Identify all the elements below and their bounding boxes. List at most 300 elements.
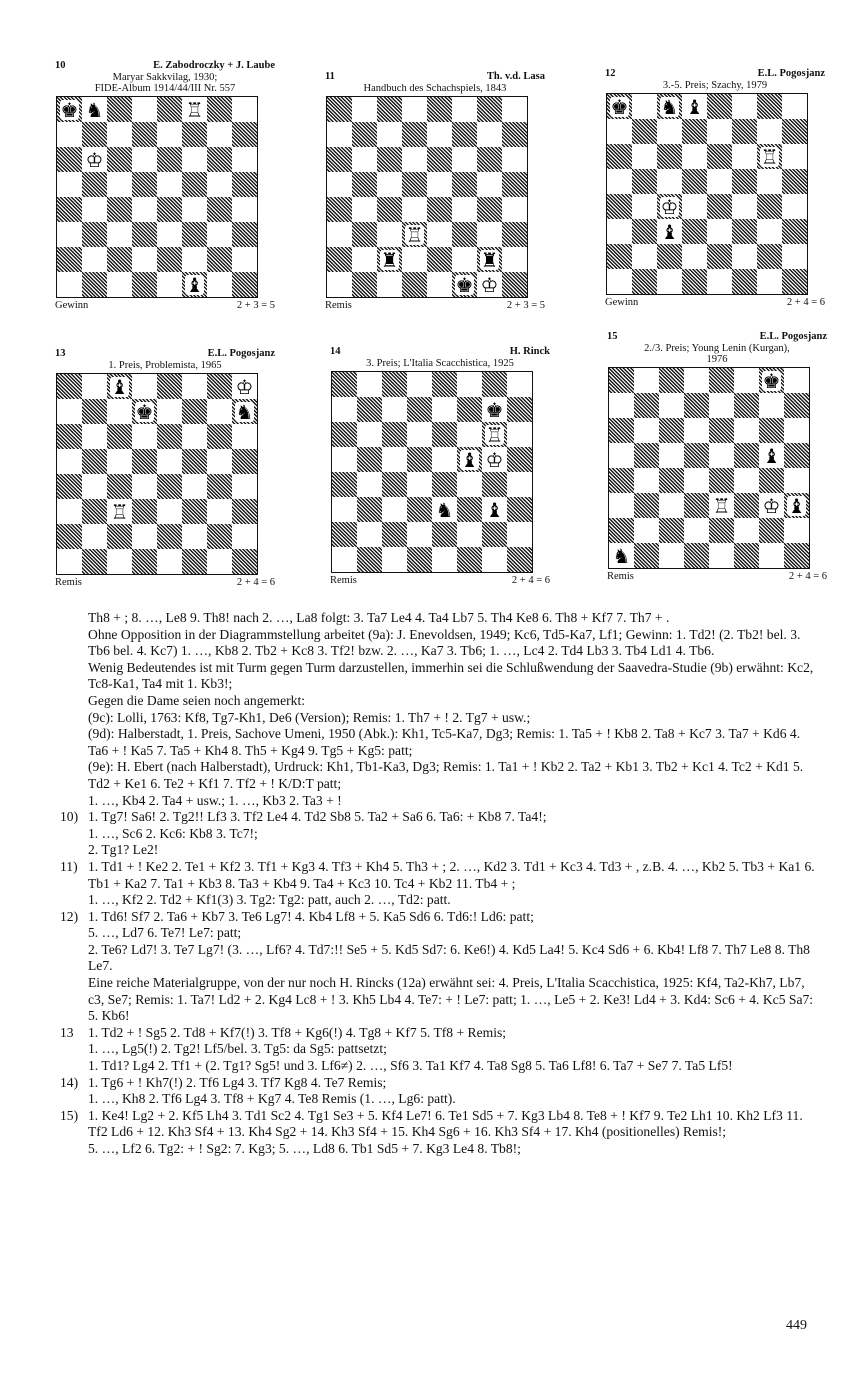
square-g4 <box>207 197 232 222</box>
square-c8 <box>107 374 132 399</box>
square-g1 <box>759 543 784 568</box>
square-c5 <box>382 447 407 472</box>
square-h1 <box>502 272 527 297</box>
diagram-piece-count: 2 + 3 = 5 <box>236 300 275 311</box>
square-c7 <box>377 122 402 147</box>
paragraph: 1. …, Kb4 2. Ta4 + usw.; 1. …, Kb3 2. Ta3 + ! <box>88 792 342 808</box>
square-f4 <box>457 472 482 497</box>
square-d6 <box>132 424 157 449</box>
black-king-icon: ♚ <box>60 97 79 122</box>
square-b1 <box>82 272 107 297</box>
square-h2 <box>232 524 257 549</box>
white-king-icon: ♔ <box>85 147 104 172</box>
diagram-number: 13 <box>55 348 66 359</box>
square-a2 <box>332 522 357 547</box>
square-a8 <box>332 372 357 397</box>
square-g5 <box>477 172 502 197</box>
square-g6 <box>759 418 784 443</box>
square-f6 <box>734 418 759 443</box>
square-e1 <box>432 547 457 572</box>
square-e4 <box>157 474 182 499</box>
square-e3 <box>157 222 182 247</box>
black-king-icon: ♚ <box>762 368 781 393</box>
square-c6 <box>107 424 132 449</box>
square-b5 <box>82 449 107 474</box>
square-g3 <box>482 497 507 522</box>
square-e3 <box>709 493 734 518</box>
square-d1 <box>407 547 432 572</box>
white-rook-icon: ♖ <box>110 499 129 524</box>
square-h8 <box>232 374 257 399</box>
square-c6 <box>659 418 684 443</box>
square-e3 <box>432 497 457 522</box>
square-c2 <box>107 524 132 549</box>
square-b7 <box>357 397 382 422</box>
square-c8 <box>659 368 684 393</box>
square-h6 <box>232 147 257 172</box>
body-text <box>60 610 820 1158</box>
square-e4 <box>709 468 734 493</box>
paragraph: Gegen die Dame seien noch angemerkt: <box>88 692 306 708</box>
square-d6 <box>407 422 432 447</box>
square-e4 <box>707 194 732 219</box>
square-a6 <box>609 418 634 443</box>
square-b2 <box>357 522 382 547</box>
square-e7 <box>709 393 734 418</box>
square-f3 <box>452 222 477 247</box>
square-h6 <box>782 144 807 169</box>
white-rook-icon: ♖ <box>185 97 204 122</box>
black-bishop-icon: ♝ <box>787 493 806 518</box>
square-h8 <box>507 372 532 397</box>
black-knight-icon: ♞ <box>435 497 454 522</box>
square-h8 <box>784 368 809 393</box>
square-d1 <box>132 272 157 297</box>
square-e8 <box>427 97 452 122</box>
square-h1 <box>782 269 807 294</box>
square-c7 <box>107 122 132 147</box>
square-f7 <box>457 397 482 422</box>
square-h2 <box>502 247 527 272</box>
square-f3 <box>457 497 482 522</box>
square-c3 <box>657 219 682 244</box>
chessboard <box>608 367 810 569</box>
chessboard <box>56 96 258 298</box>
square-d8 <box>132 374 157 399</box>
square-c5 <box>377 172 402 197</box>
square-h8 <box>232 97 257 122</box>
diagram-source: 3. Preis; L'Italia Scacchistica, 1925 <box>366 358 514 369</box>
chessboard <box>331 371 533 573</box>
square-c3 <box>107 499 132 524</box>
black-king-icon: ♚ <box>455 272 474 297</box>
diagram-piece-count: 2 + 4 = 6 <box>236 577 275 588</box>
square-f5 <box>182 172 207 197</box>
square-d6 <box>682 144 707 169</box>
square-c5 <box>107 172 132 197</box>
paragraph: Wenig Bedeutendes ist mit Turm gegen Turm darzustellen, immerhin sei die Schlußwendung der Saavedra-Studie (9b) erwähnt: Kc2, Tc8-Ka1, Ta4 mit 1. Kb3!; <box>88 659 814 692</box>
square-f1 <box>452 272 477 297</box>
square-b6 <box>82 424 107 449</box>
square-c1 <box>377 272 402 297</box>
square-h8 <box>782 94 807 119</box>
solution-14 <box>60 1075 820 1108</box>
square-a4 <box>607 194 632 219</box>
square-d4 <box>132 474 157 499</box>
square-f6 <box>182 147 207 172</box>
square-c2 <box>659 518 684 543</box>
square-f6 <box>457 422 482 447</box>
square-b8 <box>634 368 659 393</box>
square-f3 <box>734 493 759 518</box>
square-d7 <box>132 122 157 147</box>
square-c7 <box>107 399 132 424</box>
square-g4 <box>757 194 782 219</box>
square-h5 <box>782 169 807 194</box>
square-g5 <box>757 169 782 194</box>
solution-line: 1. Ke4! Lg2 + 2. Kf5 Lh4 3. Td1 Sc2 4. Tg1 Se3 + 5. Kf4 Le7! 6. Te1 Sd5 + 7. Kg3 Lb4 8. Te8 + ! Kf7 9. Te2 Lh1 10. Kh2 Lf3 11. Tf2 Ld6 + 12. Kh3 Sf4 + 13. Kh4 Sg2 + 14. Kh3 Sf4 + 15. Kh4 Sg6 + 16. Kh3 Sf4 + 17. Kh4 (positionelles) Remis!; <box>88 1107 803 1140</box>
black-rook-icon: ♜ <box>380 247 399 272</box>
square-e6 <box>157 424 182 449</box>
square-d7 <box>682 119 707 144</box>
square-g3 <box>757 219 782 244</box>
square-e3 <box>427 222 452 247</box>
square-d1 <box>402 272 427 297</box>
square-e3 <box>707 219 732 244</box>
square-g6 <box>477 147 502 172</box>
square-d4 <box>402 197 427 222</box>
diagram-14 <box>330 346 550 587</box>
square-b4 <box>82 474 107 499</box>
square-e4 <box>432 472 457 497</box>
white-king-icon: ♔ <box>660 194 679 219</box>
square-a5 <box>332 447 357 472</box>
square-c7 <box>382 397 407 422</box>
square-g4 <box>759 468 784 493</box>
square-h1 <box>784 543 809 568</box>
diagram-source: Handbuch des Schachspiels, 1843 <box>363 83 507 94</box>
square-c6 <box>377 147 402 172</box>
square-d4 <box>407 472 432 497</box>
diagram-author: E. Zabodroczky + J. Laube <box>153 60 275 71</box>
square-c1 <box>657 269 682 294</box>
square-b7 <box>82 122 107 147</box>
square-b1 <box>352 272 377 297</box>
square-h2 <box>232 247 257 272</box>
black-king-icon: ♚ <box>610 94 629 119</box>
square-h3 <box>507 497 532 522</box>
square-e1 <box>709 543 734 568</box>
square-f3 <box>182 222 207 247</box>
square-e6 <box>709 418 734 443</box>
diagram-result: Remis <box>55 577 82 588</box>
square-g6 <box>207 147 232 172</box>
square-a4 <box>57 197 82 222</box>
diagram-author: E.L. Pogosjanz <box>757 68 825 79</box>
paragraph: Th8 + ; 8. …, Le8 9. Th8! nach 2. …, La8 folgt: 3. Ta7 Le4 4. Ta4 Lb7 5. Th4 Ke8 6. Th8 + Kf7 7. Th7 + . <box>88 610 670 625</box>
square-e1 <box>707 269 732 294</box>
square-a2 <box>327 247 352 272</box>
square-b3 <box>632 219 657 244</box>
square-d8 <box>407 372 432 397</box>
square-a3 <box>332 497 357 522</box>
square-a4 <box>609 468 634 493</box>
square-b5 <box>632 169 657 194</box>
square-h5 <box>507 447 532 472</box>
square-a6 <box>607 144 632 169</box>
square-d4 <box>682 194 707 219</box>
square-f5 <box>452 172 477 197</box>
square-e7 <box>432 397 457 422</box>
square-a5 <box>57 449 82 474</box>
square-b4 <box>634 468 659 493</box>
square-a1 <box>332 547 357 572</box>
square-d8 <box>684 368 709 393</box>
square-d2 <box>132 247 157 272</box>
square-d2 <box>407 522 432 547</box>
square-g1 <box>482 547 507 572</box>
paragraph: (9d): Halberstadt, 1. Preis, Sachove Umeni, 1950 (Abk.): Kh1, Tc5-Ka7, Dg3; Remis: 1. Ta5 + ! Kb8 2. Ta8 + Kc7 3. Ta7 + Kd6 4. Ta6 + ! Ka5 7. Ta5 + Kh4 8. Th5 + Kg4 9. Tg5 + Kg5: patt; <box>88 726 801 758</box>
square-f5 <box>182 449 207 474</box>
diagram-number: 10 <box>55 60 66 71</box>
white-king-icon: ♔ <box>485 447 504 472</box>
solution-number: 13 <box>60 1024 74 1040</box>
square-d3 <box>132 222 157 247</box>
solution-line: 2. Tg1? Le2! <box>88 842 159 858</box>
solution-line: 1. …, Lg5(!) 2. Tg2! Lf5/bel. 3. Tg5: da Sg5: pattsetzt; <box>88 1041 387 1057</box>
chessboard <box>326 96 528 298</box>
square-a7 <box>57 399 82 424</box>
square-b2 <box>634 518 659 543</box>
square-e5 <box>709 443 734 468</box>
square-g4 <box>477 197 502 222</box>
square-a2 <box>57 524 82 549</box>
chessboard <box>606 93 808 295</box>
square-a3 <box>607 219 632 244</box>
square-f7 <box>452 122 477 147</box>
square-a6 <box>57 147 82 172</box>
square-d3 <box>402 222 427 247</box>
square-f8 <box>182 97 207 122</box>
square-e2 <box>709 518 734 543</box>
black-bishop-icon: ♝ <box>685 94 704 119</box>
square-h7 <box>232 122 257 147</box>
square-g7 <box>207 399 232 424</box>
square-h6 <box>784 418 809 443</box>
square-b4 <box>352 197 377 222</box>
square-b4 <box>82 197 107 222</box>
square-a7 <box>327 122 352 147</box>
square-e7 <box>157 122 182 147</box>
square-d6 <box>132 147 157 172</box>
square-g3 <box>759 493 784 518</box>
square-h6 <box>502 147 527 172</box>
white-king-icon: ♔ <box>480 272 499 297</box>
black-bishop-icon: ♝ <box>660 219 679 244</box>
square-a1 <box>609 543 634 568</box>
solution-15 <box>60 1108 820 1158</box>
square-c2 <box>657 244 682 269</box>
square-c8 <box>107 97 132 122</box>
square-c5 <box>659 443 684 468</box>
square-h8 <box>502 97 527 122</box>
diagram-result: Remis <box>330 575 357 586</box>
square-a5 <box>607 169 632 194</box>
solution-line: 1. Td2 + ! Sg5 2. Td8 + Kf7(!) 3. Tf8 + Kg6(!) 4. Tg8 + Kf7 5. Tf8 + Remis; <box>88 1024 507 1040</box>
square-e8 <box>707 94 732 119</box>
square-h1 <box>507 547 532 572</box>
diagram-piece-count: 2 + 4 = 6 <box>786 297 825 308</box>
square-b6 <box>632 144 657 169</box>
square-e8 <box>157 97 182 122</box>
square-b6 <box>352 147 377 172</box>
square-b8 <box>82 97 107 122</box>
white-rook-icon: ♖ <box>405 222 424 247</box>
square-g5 <box>482 447 507 472</box>
square-e1 <box>427 272 452 297</box>
square-h4 <box>232 197 257 222</box>
square-g7 <box>477 122 502 147</box>
square-d3 <box>682 219 707 244</box>
square-g4 <box>207 474 232 499</box>
square-f1 <box>457 547 482 572</box>
square-h7 <box>232 399 257 424</box>
diagram-piece-count: 2 + 4 = 6 <box>511 575 550 586</box>
square-f2 <box>457 522 482 547</box>
square-f8 <box>457 372 482 397</box>
square-a3 <box>57 222 82 247</box>
square-g2 <box>757 244 782 269</box>
diagram-number: 11 <box>325 71 335 82</box>
square-g7 <box>757 119 782 144</box>
square-c4 <box>107 474 132 499</box>
square-f1 <box>182 272 207 297</box>
square-d8 <box>682 94 707 119</box>
square-f6 <box>452 147 477 172</box>
square-e7 <box>157 399 182 424</box>
square-e8 <box>709 368 734 393</box>
black-knight-icon: ♞ <box>612 543 631 568</box>
diagram-13 <box>55 348 275 589</box>
solution-10 <box>60 809 820 859</box>
square-b7 <box>352 122 377 147</box>
square-b3 <box>352 222 377 247</box>
square-d5 <box>682 169 707 194</box>
black-bishop-icon: ♝ <box>185 272 204 297</box>
square-d1 <box>684 543 709 568</box>
square-d7 <box>684 393 709 418</box>
paragraph: (9e): H. Ebert (nach Halberstadt), Urdruck: Kh1, Tb1-Ka3, Dg3; Remis: 1. Ta1 + ! Kb2 2. Ta2 + Kb1 3. Tb2 + Kc1 4. Tc2 + Kd1 5. Td2 + Ke1 6. Te2 + Kf1 7. Tf2 + ! K/D:T patt; <box>88 759 804 791</box>
square-d8 <box>132 97 157 122</box>
black-bishop-icon: ♝ <box>110 374 129 399</box>
square-d6 <box>684 418 709 443</box>
square-h3 <box>782 219 807 244</box>
page-number: 449 <box>786 1318 807 1333</box>
diagram-15 <box>607 331 827 583</box>
square-b8 <box>632 94 657 119</box>
diagram-number: 14 <box>330 346 341 357</box>
square-g8 <box>759 368 784 393</box>
diagram-source: 3.-5. Preis; Szachy, 1979 <box>662 80 768 91</box>
square-a2 <box>57 247 82 272</box>
square-g1 <box>757 269 782 294</box>
white-rook-icon: ♖ <box>760 144 779 169</box>
solution-13 <box>60 1025 820 1075</box>
square-e3 <box>157 499 182 524</box>
square-d7 <box>407 397 432 422</box>
square-e4 <box>157 197 182 222</box>
square-h3 <box>784 493 809 518</box>
square-a2 <box>609 518 634 543</box>
square-a5 <box>609 443 634 468</box>
square-e8 <box>157 374 182 399</box>
square-a7 <box>332 397 357 422</box>
square-f7 <box>182 399 207 424</box>
square-b7 <box>82 399 107 424</box>
square-d2 <box>132 524 157 549</box>
diagram-10 <box>55 60 275 312</box>
square-a3 <box>609 493 634 518</box>
diagram-author: H. Rinck <box>509 346 550 357</box>
square-g7 <box>482 397 507 422</box>
square-g7 <box>759 393 784 418</box>
square-f5 <box>732 169 757 194</box>
square-h7 <box>782 119 807 144</box>
square-b5 <box>357 447 382 472</box>
square-g8 <box>482 372 507 397</box>
square-a5 <box>327 172 352 197</box>
square-c1 <box>107 549 132 574</box>
diagram-result: Remis <box>325 300 352 311</box>
square-e6 <box>427 147 452 172</box>
square-h4 <box>502 197 527 222</box>
square-c8 <box>377 97 402 122</box>
square-b1 <box>82 549 107 574</box>
square-f8 <box>452 97 477 122</box>
diagram-result: Gewinn <box>605 297 639 308</box>
square-g6 <box>482 422 507 447</box>
square-b6 <box>634 418 659 443</box>
square-g3 <box>207 222 232 247</box>
solution-11 <box>60 859 820 909</box>
square-h3 <box>232 499 257 524</box>
solution-number: 12) <box>60 908 79 924</box>
square-d3 <box>684 493 709 518</box>
square-f5 <box>734 443 759 468</box>
square-e7 <box>427 122 452 147</box>
square-h3 <box>232 222 257 247</box>
square-d2 <box>402 247 427 272</box>
square-g2 <box>477 247 502 272</box>
square-h5 <box>232 172 257 197</box>
square-f1 <box>732 269 757 294</box>
square-b2 <box>352 247 377 272</box>
square-a4 <box>57 474 82 499</box>
square-b5 <box>352 172 377 197</box>
diagram-result: Remis <box>607 571 634 582</box>
square-g2 <box>207 247 232 272</box>
square-g5 <box>759 443 784 468</box>
black-rook-icon: ♜ <box>480 247 499 272</box>
square-b2 <box>82 524 107 549</box>
solution-line: 5. …, Ld7 6. Te7! Le7: patt; <box>88 925 242 941</box>
square-h6 <box>507 422 532 447</box>
square-a7 <box>609 393 634 418</box>
black-king-icon: ♚ <box>485 397 504 422</box>
black-knight-icon: ♞ <box>660 94 679 119</box>
square-f2 <box>732 244 757 269</box>
square-h1 <box>232 272 257 297</box>
